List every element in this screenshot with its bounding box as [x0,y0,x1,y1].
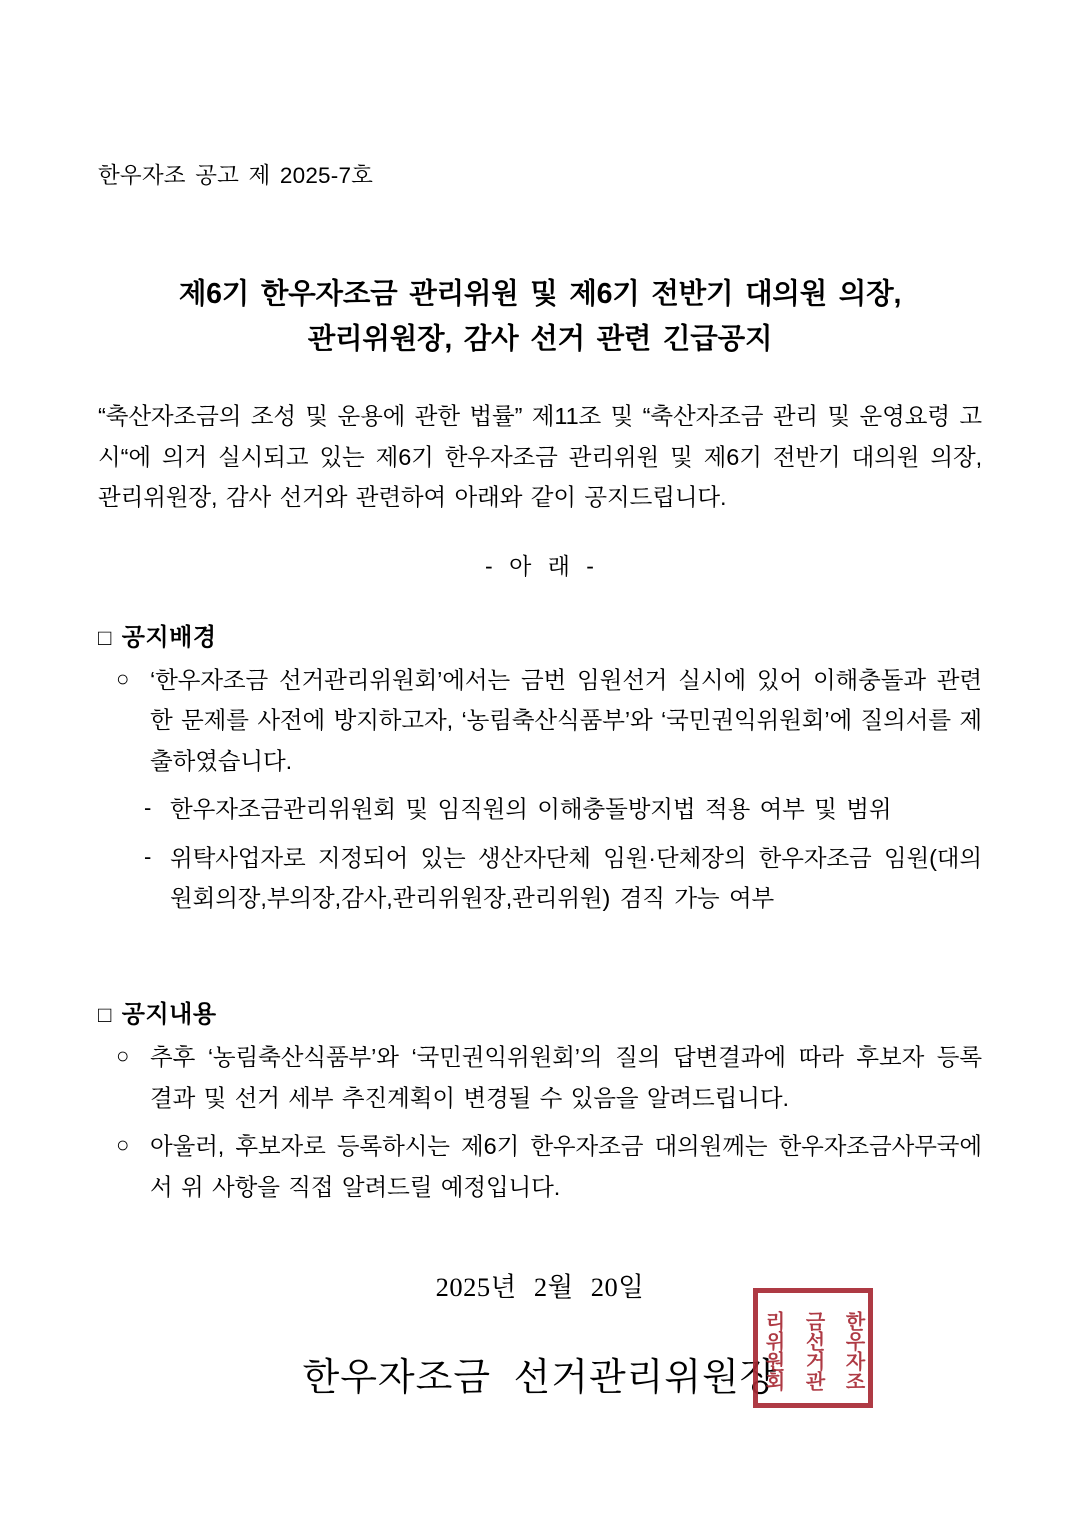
list-item-text: 추후 ‘농림축산식품부’와 ‘국민권익위원회’의 질의 답변결과에 따라 후보자 등록 결과 및 선거 세부 추진계획이 변경될 수 있음을 알려드립니다. [150,1044,982,1111]
issue-date: 2025년 2월 20일 [435,1272,645,1303]
seal-column-2: 금선거관 [802,1311,824,1392]
document-number: 한우자조 공고 제 2025-7호 [98,163,374,188]
section-heading-background [98,617,982,652]
dash-bullet-icon: - [144,795,152,821]
section-spacer [98,918,982,958]
section-background [98,617,982,918]
official-seal-stamp [753,1288,873,1408]
list-item [116,1126,982,1207]
square-bullet-icon: □ [98,1002,112,1028]
section-content-items [98,1037,982,1207]
title-line-2: 관리위원장, 감사 선거 관련 긴급공지 [307,323,773,356]
seal-column-1: 한우자조 [842,1311,864,1392]
list-item [116,660,982,781]
seal-column-3: 리위원회 [762,1311,784,1392]
list-item-text: 아울러, 후보자로 등록하시는 제6기 한우자조금 대의원께는 한우자조금사무국에서 위 사항을 직접 알려드릴 예정입니다. [150,1133,982,1200]
list-item-text: 위탁사업자로 지정되어 있는 생산자단체 임원·단체장의 한우자조금 임원(대의원회의장,부의장,감사,관리위원장,관리위원) 겸직 가능 여부 [170,844,982,911]
signature-block [98,1311,982,1401]
list-item-text: 한우자조금관리위원회 및 임직원의 이해충돌방지법 적용 여부 및 범위 [170,796,892,823]
circle-bullet-icon: ○ [116,1132,130,1158]
circle-bullet-icon: ○ [116,665,130,691]
title-line-1: 제6기 한우자조금 관리위원 및 제6기 전반기 대의원 의장, [178,278,902,310]
section-background-items [98,660,982,918]
signature-name: 한우자조금 선거관리위원장 [302,1357,778,1400]
section-content [98,994,982,1207]
circle-bullet-icon: ○ [116,1043,130,1069]
list-item-text: ‘한우자조금 선거관리위원회’에서는 금번 임원선거 실시에 있어 이해충돌과 관련한 문제를 사전에 방지하고자, ‘농림축산식품부’와 ‘국민권익위원회’에 질의서를 제출하였습니다. [150,666,982,774]
dash-bullet-icon: - [144,843,152,869]
arae-divider-label: - 아 래 - [485,552,595,579]
intro-paragraph: “축산자조금의 조성 및 운용에 관한 법률” 제11조 및 “축산자조금 관리 및 운영요령 고시“에 의거 실시되고 있는 제6기 한우자조금 관리위원 및 제6기 전반기 대의원 의장, 관리위원장, 감사 선거와 관련하여 아래와 같이 공지드립니다. [98,403,982,511]
list-item [116,1037,982,1118]
page-title [98,272,982,362]
section-heading-label: 공지배경 [121,623,217,651]
list-item [144,789,982,829]
square-bullet-icon: □ [98,624,112,650]
section-heading-label: 공지내용 [121,1001,217,1029]
list-item [144,838,982,919]
section-heading-content [98,994,982,1029]
